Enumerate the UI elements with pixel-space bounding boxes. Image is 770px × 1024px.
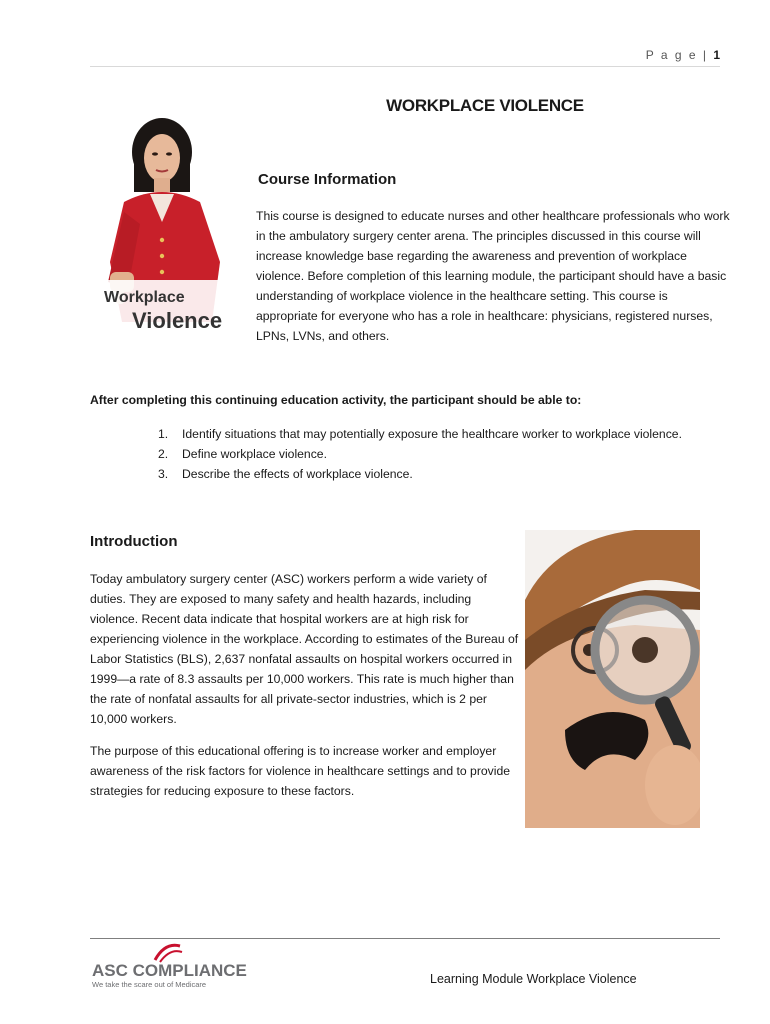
introduction-paragraph-2: The purpose of this educational offering is to increase worker and employer awareness of the risk factors for violence in healthcare settings and to provide strategies for reducing exposure to these factors. — [90, 744, 511, 798]
image-caption-workplace: Workplace — [104, 289, 185, 306]
course-info-body: This course is designed to educate nurses and other healthcare professionals who work in the ambulatory surgery center arena. The principles discussed in this course will increase knowledge base regarding the awareness and prevention of workplace violence. Before completion of this learning module, the participant should have a basic understanding of workplace violence in the healthcare setting. This course is appropriate for everyone who has a role in healthcare: physicians, registered nurses, LPNs, LVNs, and others. — [256, 209, 730, 343]
introduction-heading: Introduction — [90, 533, 178, 550]
list-text: Define workplace violence. — [182, 447, 327, 461]
logo-tagline: We take the scare out of Medicare — [92, 980, 207, 989]
list-text: Describe the effects of workplace violence. — [182, 467, 413, 481]
objectives-heading: After completing this continuing education activity, the participant should be able to: — [90, 393, 582, 407]
workplace-violence-image — [102, 112, 232, 344]
page-number: 1 — [713, 48, 720, 62]
list-number: 1. — [158, 427, 169, 441]
list-number: 3. — [158, 467, 169, 481]
logo-text: ASC COMPLIANCE — [92, 961, 247, 980]
page-label: P a g e | — [645, 48, 708, 62]
list-item — [158, 424, 738, 444]
page-header — [90, 48, 720, 62]
image-caption-violence: Violence — [132, 308, 223, 333]
document-title: WORKPLACE VIOLENCE — [386, 96, 584, 115]
detective-magnifier-image — [525, 530, 700, 828]
asc-compliance-logo — [90, 940, 250, 995]
list-text: Identify situations that may potentially exposure the healthcare worker to workplace violence. — [182, 427, 682, 441]
header-rule — [90, 66, 720, 67]
list-item — [158, 444, 738, 464]
course-info-heading: Course Information — [258, 171, 397, 188]
introduction-paragraph-1: Today ambulatory surgery center (ASC) workers perform a wide variety of duties. They are exposed to many safety and health hazards, including violence. Recent data indicate that hospital workers are at high risk for experiencing violence in the workplace. According to estimates of the Bureau of Labor Statistics (BLS), 2,637 nonfatal assaults on hospital workers occurred in 1999—a rate of 8.3 assaults per 10,000 workers. This rate is much higher than the rate of nonfatal assaults for all private-sector industries, which is 2 per 10,000 workers. — [90, 572, 519, 726]
list-number: 2. — [158, 447, 169, 461]
list-item — [158, 464, 738, 484]
objectives-list — [158, 424, 738, 484]
footer-text: Learning Module Workplace Violence — [430, 972, 637, 986]
footer-rule — [90, 938, 720, 939]
